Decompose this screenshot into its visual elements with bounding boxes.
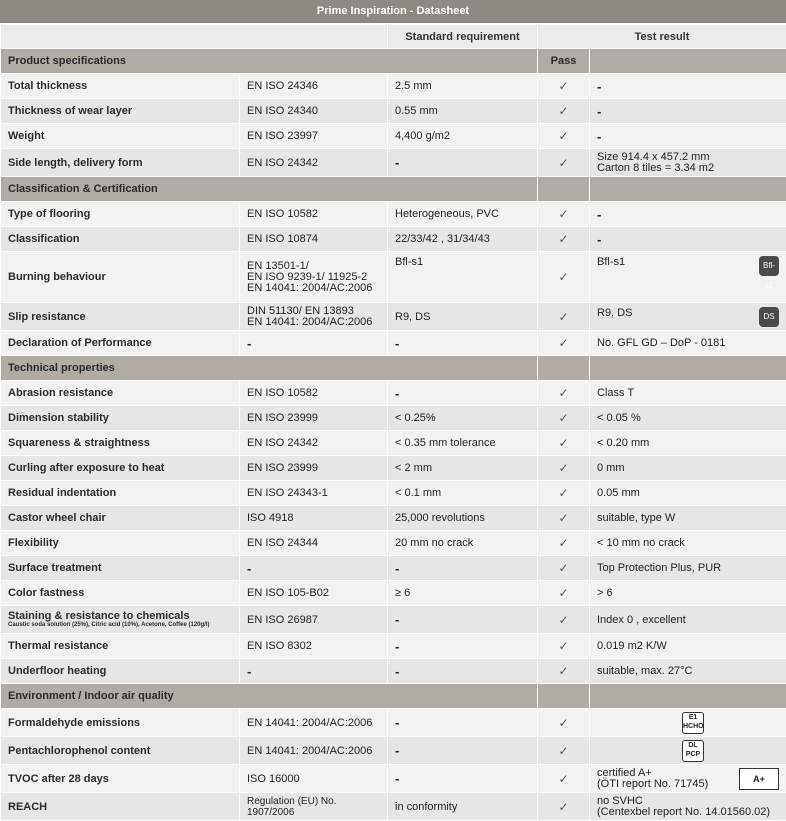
- badge-main: E1: [683, 713, 703, 722]
- requirement-text: 20 mm no crack: [395, 537, 473, 549]
- property-label: Curling after exposure to heat: [8, 462, 164, 474]
- table-row: [1, 506, 786, 531]
- table-row: [1, 481, 786, 506]
- property-label: Slip resistance: [8, 311, 86, 323]
- result-text: -: [597, 104, 601, 119]
- norm-cell: [240, 481, 388, 506]
- section-title: Classification & Certification: [1, 177, 538, 202]
- property-label: REACH: [8, 801, 47, 813]
- result-cell: [590, 709, 786, 737]
- property-name: [1, 331, 240, 356]
- result-text: 0.05 mm: [597, 487, 640, 499]
- indoor-air-rating-icon: A+: [739, 768, 779, 790]
- norm-cell: [240, 227, 388, 252]
- result-text: No. GFL GD – DoP - 0181: [597, 337, 725, 349]
- requirement-cell: [388, 74, 538, 99]
- table-row: [1, 793, 786, 821]
- norm-text: ISO 4918: [247, 512, 293, 524]
- property-label: Classification: [8, 233, 80, 245]
- slip-resistance-icon: DS: [759, 307, 779, 327]
- datasheet-table: [0, 24, 786, 821]
- result-cell: [590, 737, 786, 765]
- norm-cell: [240, 124, 388, 149]
- requirement-cell: [388, 765, 538, 793]
- page-title: Prime Inspiration - Datasheet: [0, 0, 786, 24]
- section-header: [1, 684, 786, 709]
- result-line: (Centexbel report No. 14.01560.02): [597, 807, 779, 818]
- property-name: [1, 406, 240, 431]
- table-row: [1, 737, 786, 765]
- requirement-text: -: [395, 612, 399, 627]
- result-text: Index 0 , excellent: [597, 614, 686, 626]
- result-line: (ÖTI report No. 71745): [597, 779, 779, 790]
- property-name: [1, 124, 240, 149]
- pass-check-icon: ✓: [538, 381, 590, 406]
- table-row: [1, 531, 786, 556]
- result-cell: [590, 606, 786, 634]
- section-header: [1, 49, 786, 74]
- pass-check-icon: ✓: [538, 606, 590, 634]
- table-row: [1, 431, 786, 456]
- requirement-text: < 2 mm: [395, 462, 432, 474]
- result-line: no SVHC: [597, 796, 779, 807]
- table-row: [1, 581, 786, 606]
- requirement-cell: [388, 149, 538, 177]
- property-label: Staining & resistance to chemicals: [8, 610, 190, 622]
- requirement-text: -: [395, 639, 399, 654]
- pass-check-icon: ✓: [538, 431, 590, 456]
- result-text: R9, DS: [597, 307, 632, 319]
- norm-text: EN ISO 10874: [247, 233, 318, 245]
- section-header: [1, 356, 786, 381]
- result-cell: [590, 331, 786, 356]
- requirement-text: 22/33/42 , 31/34/43: [395, 233, 490, 245]
- norm-text: EN ISO 23997: [247, 130, 318, 142]
- property-label: Formaldehyde emissions: [8, 717, 140, 729]
- property-name: [1, 381, 240, 406]
- norm-text: EN ISO 8302: [247, 640, 312, 652]
- table-row: [1, 659, 786, 684]
- pass-check-icon: ✓: [538, 481, 590, 506]
- header-result: Test result: [538, 25, 786, 49]
- result-line: Size 914.4 x 457.2 mm: [597, 152, 779, 163]
- norm-text: ISO 16000: [247, 773, 300, 785]
- norm-text: Regulation (EU) No. 1907/2006: [247, 796, 336, 818]
- norm-text: EN ISO 105-B02: [247, 587, 329, 599]
- result-cell: [590, 634, 786, 659]
- norm-cell: [240, 606, 388, 634]
- norm-text: EN ISO 24342: [247, 157, 318, 169]
- property-name: [1, 581, 240, 606]
- requirement-cell: [388, 481, 538, 506]
- section-title: Technical properties: [1, 356, 538, 381]
- pass-label: [538, 684, 590, 709]
- norm-cell: [240, 531, 388, 556]
- norm-cell: [240, 99, 388, 124]
- result-text: > 6: [597, 587, 613, 599]
- norm-cell: [240, 331, 388, 356]
- property-label: Underfloor heating: [8, 665, 106, 677]
- table-row: [1, 331, 786, 356]
- result-cell: [590, 793, 786, 821]
- requirement-text: ≥ 6: [395, 587, 410, 599]
- requirement-cell: [388, 456, 538, 481]
- property-label: Type of flooring: [8, 208, 90, 220]
- result-cell: [590, 456, 786, 481]
- property-name: [1, 709, 240, 737]
- pass-check-icon: ✓: [538, 456, 590, 481]
- requirement-cell: [388, 252, 538, 303]
- pass-check-icon: ✓: [538, 793, 590, 821]
- property-label: Abrasion resistance: [8, 387, 113, 399]
- result-cell: [590, 406, 786, 431]
- property-label: Weight: [8, 130, 44, 142]
- property-name: [1, 793, 240, 821]
- result-text: Bfl-s1: [597, 256, 625, 268]
- norm-cell: [240, 252, 388, 303]
- requirement-text: -: [395, 561, 399, 576]
- requirement-text: Heterogeneous, PVC: [395, 208, 499, 220]
- emission-class-icon: [682, 712, 704, 734]
- result-text: -: [597, 129, 601, 144]
- table-row: [1, 556, 786, 581]
- requirement-cell: [388, 331, 538, 356]
- column-header-row: [1, 25, 786, 49]
- norm-cell: [240, 202, 388, 227]
- norm-cell: [240, 456, 388, 481]
- requirement-text: < 0.25%: [395, 412, 436, 424]
- requirement-cell: [388, 634, 538, 659]
- norm-cell: [240, 506, 388, 531]
- result-cell: [590, 556, 786, 581]
- result-cell: [590, 303, 786, 331]
- pass-check-icon: ✓: [538, 149, 590, 177]
- property-name: [1, 149, 240, 177]
- section-title: Environment / Indoor air quality: [1, 684, 538, 709]
- table-row: [1, 124, 786, 149]
- norm-cell: [240, 406, 388, 431]
- table-row: [1, 765, 786, 793]
- norm-text: -: [247, 561, 251, 576]
- requirement-cell: [388, 202, 538, 227]
- result-cell: [590, 531, 786, 556]
- norm-line: EN 14041: 2004/AC:2006: [247, 283, 380, 294]
- property-label: Burning behaviour: [8, 271, 106, 283]
- pass-check-icon: ✓: [538, 737, 590, 765]
- result-cell: [590, 227, 786, 252]
- property-name: [1, 634, 240, 659]
- norm-cell: [240, 793, 388, 821]
- requirement-cell: [388, 506, 538, 531]
- requirement-text: -: [395, 743, 399, 758]
- requirement-text: Bfl-s1: [395, 256, 423, 268]
- pass-check-icon: ✓: [538, 303, 590, 331]
- pass-check-icon: ✓: [538, 202, 590, 227]
- norm-text: EN 14041: 2004/AC:2006: [247, 745, 372, 757]
- result-text: -: [597, 79, 601, 94]
- property-label: Pentachlorophenol content: [8, 745, 150, 757]
- requirement-text: -: [395, 771, 399, 786]
- property-label: Thermal resistance: [8, 640, 108, 652]
- table-row: [1, 381, 786, 406]
- result-cell: [590, 431, 786, 456]
- property-label: Side length, delivery form: [8, 157, 142, 169]
- requirement-cell: [388, 124, 538, 149]
- property-name: [1, 737, 240, 765]
- norm-cell: [240, 659, 388, 684]
- result-text: Top Protection Plus, PUR: [597, 562, 721, 574]
- requirement-cell: [388, 99, 538, 124]
- norm-text: EN ISO 26987: [247, 614, 318, 626]
- property-label: TVOC after 28 days: [8, 773, 109, 785]
- requirement-text: 2.5 mm: [395, 80, 432, 92]
- pass-check-icon: ✓: [538, 556, 590, 581]
- requirement-text: -: [395, 386, 399, 401]
- norm-text: EN ISO 24340: [247, 105, 318, 117]
- requirement-cell: [388, 406, 538, 431]
- requirement-cell: [388, 556, 538, 581]
- pass-check-icon: ✓: [538, 252, 590, 303]
- result-text: Class T: [597, 387, 634, 399]
- badge-sub: HCHO: [683, 722, 703, 731]
- pass-check-icon: ✓: [538, 531, 590, 556]
- property-label: Color fastness: [8, 587, 84, 599]
- result-text: -: [597, 207, 601, 222]
- norm-text: -: [247, 336, 251, 351]
- result-cell: [590, 481, 786, 506]
- pass-check-icon: ✓: [538, 581, 590, 606]
- requirement-text: 4,400 g/m2: [395, 130, 450, 142]
- property-label: Squareness & straightness: [8, 437, 150, 449]
- norm-text: EN ISO 24342: [247, 437, 318, 449]
- norm-text: EN ISO 24346: [247, 80, 318, 92]
- emission-class-icon: [682, 740, 704, 762]
- pass-check-icon: ✓: [538, 765, 590, 793]
- result-cell: [590, 149, 786, 177]
- norm-cell: [240, 74, 388, 99]
- property-label: Flexibility: [8, 537, 59, 549]
- table-row: [1, 303, 786, 331]
- property-name: [1, 431, 240, 456]
- result-text: suitable, type W: [597, 512, 675, 524]
- requirement-cell: [388, 659, 538, 684]
- property-name: [1, 303, 240, 331]
- norm-text: EN ISO 23999: [247, 462, 318, 474]
- result-cell: [590, 659, 786, 684]
- property-label: Dimension stability: [8, 412, 109, 424]
- table-row: [1, 149, 786, 177]
- norm-text: -: [247, 664, 251, 679]
- requirement-text: 0.55 mm: [395, 105, 438, 117]
- norm-text: EN 14041: 2004/AC:2006: [247, 717, 372, 729]
- requirement-text: < 0.1 mm: [395, 487, 441, 499]
- pass-check-icon: ✓: [538, 506, 590, 531]
- table-row: [1, 456, 786, 481]
- pass-check-icon: ✓: [538, 709, 590, 737]
- norm-line: EN 14041: 2004/AC:2006: [247, 317, 380, 328]
- norm-text: EN ISO 24343-1: [247, 487, 328, 499]
- requirement-text: 25,000 revolutions: [395, 512, 485, 524]
- table-row: [1, 606, 786, 634]
- requirement-cell: [388, 793, 538, 821]
- property-name: [1, 556, 240, 581]
- section-header: [1, 177, 786, 202]
- table-row: [1, 709, 786, 737]
- result-cell: [590, 381, 786, 406]
- result-text: < 0.20 mm: [597, 437, 649, 449]
- result-text: < 10 mm no crack: [597, 537, 685, 549]
- norm-line: EN ISO 9239-1/ 11925-2: [247, 272, 380, 283]
- norm-cell: [240, 765, 388, 793]
- requirement-text: -: [395, 664, 399, 679]
- pass-label: Pass: [538, 49, 590, 74]
- requirement-text: -: [395, 715, 399, 730]
- pass-check-icon: ✓: [538, 406, 590, 431]
- requirement-cell: [388, 581, 538, 606]
- norm-cell: [240, 709, 388, 737]
- result-text: < 0.05 %: [597, 412, 641, 424]
- norm-cell: [240, 303, 388, 331]
- pass-check-icon: ✓: [538, 99, 590, 124]
- table-row: [1, 99, 786, 124]
- property-name: [1, 74, 240, 99]
- property-label: Total thickness: [8, 80, 87, 92]
- property-name: [1, 606, 240, 634]
- pass-label: [538, 356, 590, 381]
- norm-text: EN ISO 24344: [247, 537, 318, 549]
- table-row: [1, 74, 786, 99]
- result-cell: [590, 74, 786, 99]
- requirement-cell: [388, 431, 538, 456]
- table-row: [1, 406, 786, 431]
- pass-check-icon: ✓: [538, 331, 590, 356]
- result-cell: [590, 252, 786, 303]
- requirement-text: -: [395, 336, 399, 351]
- property-name: [1, 659, 240, 684]
- property-sublabel: Caustic soda solution (25%), Citric acid (10%), Acetone, Coffee (120g/l): [8, 622, 232, 629]
- result-line: Carton 8 tiles = 3.34 m2: [597, 163, 779, 174]
- result-line: certified A+: [597, 768, 779, 779]
- result-text: suitable, max. 27°C: [597, 665, 693, 677]
- result-text: 0 mm: [597, 462, 625, 474]
- result-cell: [590, 124, 786, 149]
- property-name: [1, 456, 240, 481]
- table-row: [1, 252, 786, 303]
- pass-check-icon: ✓: [538, 659, 590, 684]
- result-cell: [590, 765, 786, 793]
- property-name: [1, 506, 240, 531]
- header-standard: Standard requirement: [388, 25, 538, 49]
- requirement-cell: [388, 606, 538, 634]
- norm-cell: [240, 581, 388, 606]
- badge-sub: PCP: [683, 750, 703, 759]
- property-name: [1, 227, 240, 252]
- requirement-text: R9, DS: [395, 311, 430, 323]
- norm-cell: [240, 149, 388, 177]
- norm-cell: [240, 431, 388, 456]
- norm-cell: [240, 556, 388, 581]
- pass-check-icon: ✓: [538, 227, 590, 252]
- property-name: [1, 765, 240, 793]
- norm-cell: [240, 634, 388, 659]
- fire-rating-icon: Bfl-s1: [759, 256, 779, 276]
- badge-main: DL: [683, 741, 703, 750]
- property-label: Declaration of Performance: [8, 337, 152, 349]
- requirement-cell: [388, 709, 538, 737]
- norm-cell: [240, 737, 388, 765]
- result-cell: [590, 581, 786, 606]
- section-title: Product specifications: [1, 49, 538, 74]
- property-name: [1, 202, 240, 227]
- property-name: [1, 481, 240, 506]
- table-row: [1, 227, 786, 252]
- norm-text: EN ISO 23999: [247, 412, 318, 424]
- requirement-text: -: [395, 155, 399, 170]
- requirement-cell: [388, 531, 538, 556]
- pass-check-icon: ✓: [538, 634, 590, 659]
- property-label: Residual indentation: [8, 487, 116, 499]
- result-cell: [590, 99, 786, 124]
- requirement-cell: [388, 737, 538, 765]
- result-cell: [590, 506, 786, 531]
- requirement-cell: [388, 303, 538, 331]
- norm-line: EN 13501-1/: [247, 261, 380, 272]
- table-row: [1, 634, 786, 659]
- norm-cell: [240, 381, 388, 406]
- pass-label: [538, 177, 590, 202]
- requirement-text: < 0.35 mm tolerance: [395, 437, 496, 449]
- pass-check-icon: ✓: [538, 74, 590, 99]
- property-label: Thickness of wear layer: [8, 105, 132, 117]
- requirement-cell: [388, 381, 538, 406]
- table-row: [1, 202, 786, 227]
- pass-check-icon: ✓: [538, 124, 590, 149]
- property-label: Castor wheel chair: [8, 512, 106, 524]
- property-name: [1, 252, 240, 303]
- result-text: 0.019 m2 K/W: [597, 640, 667, 652]
- norm-text: EN ISO 10582: [247, 387, 318, 399]
- property-label: Surface treatment: [8, 562, 102, 574]
- property-name: [1, 99, 240, 124]
- requirement-text: in conformity: [395, 801, 457, 813]
- norm-line: DIN 51130/ EN 13893: [247, 306, 380, 317]
- result-text: -: [597, 232, 601, 247]
- norm-text: EN ISO 10582: [247, 208, 318, 220]
- requirement-cell: [388, 227, 538, 252]
- property-name: [1, 531, 240, 556]
- result-cell: [590, 202, 786, 227]
